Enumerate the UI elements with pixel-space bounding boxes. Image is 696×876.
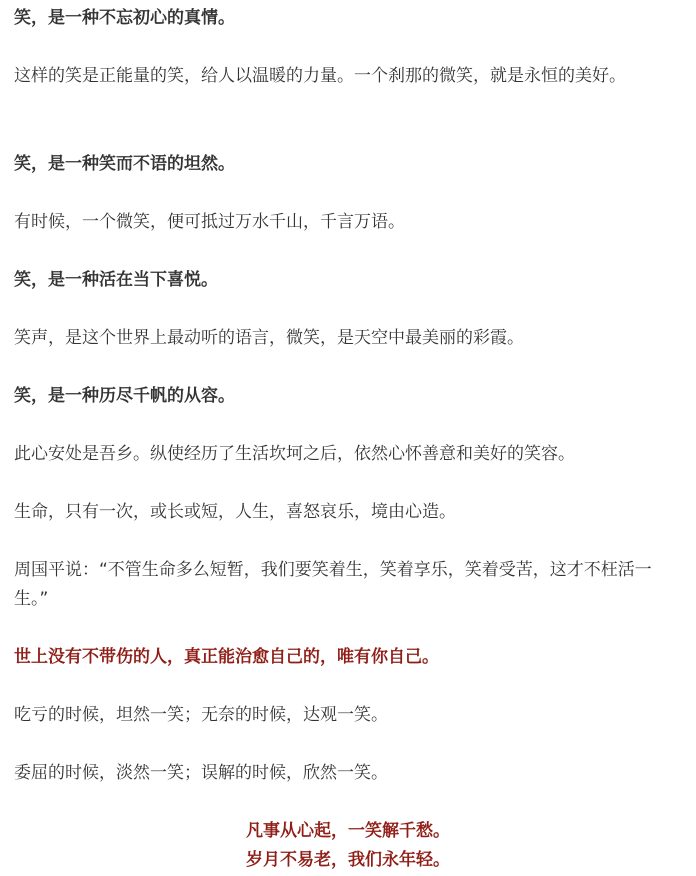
closing-line-2: 岁月不易老，我们永年轻。 [246,850,450,870]
highlight-heal-yourself: 世上没有不带伤的人，真正能治愈自己的，唯有你自己。 [14,647,439,667]
paragraph-laughter: 笑声，是这个世界上最动听的语言，微笑，是天空中最美丽的彩霞。 [14,328,524,348]
paragraph-grievance: 委屈的时候，淡然一笑；误解的时候，欣然一笑。 [14,763,388,783]
paragraph-quote-zhou-guoping: 周国平说：“不管生命多么短暂，我们要笑着生，笑着享乐，笑着受苦，这才不枉活一生。” [14,560,652,609]
paragraph-home-of-heart: 此心安处是吾乡。纵使经历了生活坎坷之后，依然心怀善意和美好的笑容。 [14,444,575,464]
section-heading-sincerity: 笑，是一种不忘初心的真情。 [14,8,235,28]
paragraph-one-smile: 有时候，一个微笑，便可抵过万水千山，千言万语。 [14,212,405,232]
section-heading-composure: 笑，是一种历尽千帆的从容。 [14,386,235,406]
paragraph-life-once: 生命，只有一次，或长或短，人生，喜怒哀乐，境由心造。 [14,502,456,522]
paragraph-suffer-loss: 吃亏的时候，坦然一笑；无奈的时候，达观一笑。 [14,705,388,725]
section-heading-calm: 笑，是一种笑而不语的坦然。 [14,154,235,174]
section-heading-joy: 笑，是一种活在当下喜悦。 [14,270,218,290]
closing-line-1: 凡事从心起，一笑解千愁。 [246,821,450,841]
paragraph-positive-energy: 这样的笑是正能量的笑，给人以温暖的力量。一个刹那的微笑，就是永恒的美好。 [14,66,626,86]
